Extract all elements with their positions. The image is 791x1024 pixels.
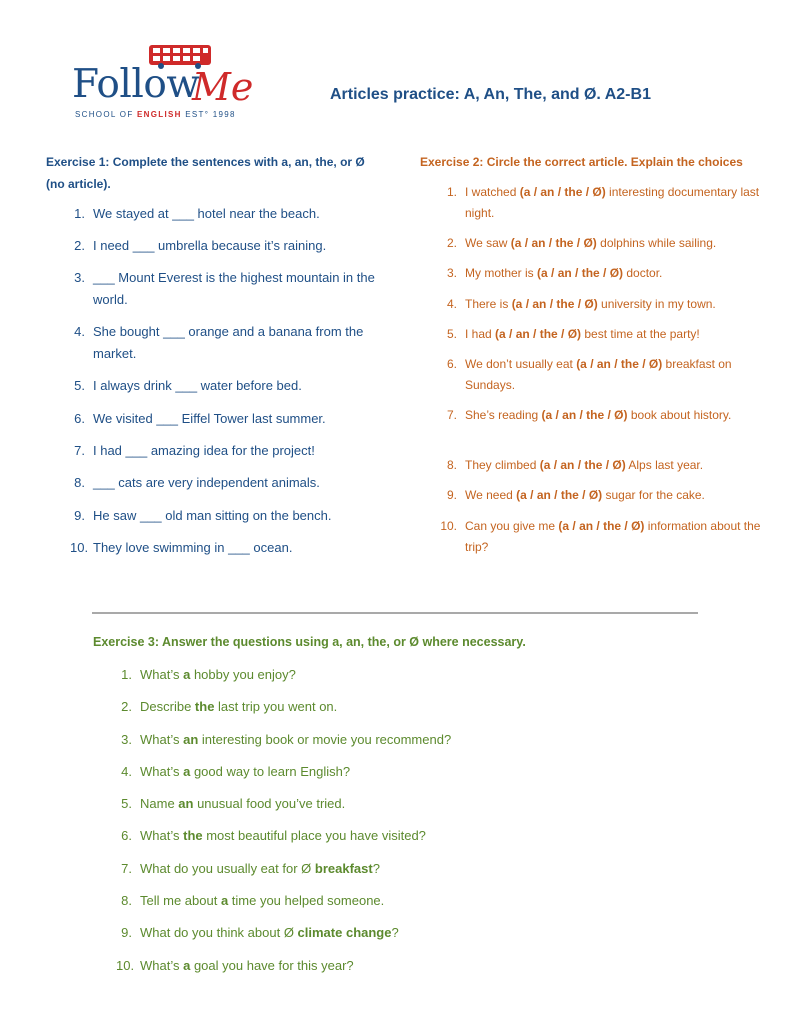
item-text-pre: Describe [140,699,195,715]
item-number: 9. [446,488,457,502]
item-number: 5. [446,327,457,341]
item-text-pre: There is [465,297,512,311]
item-text: We visited ___ Eiffel Tower last summer. [93,411,326,426]
item-number: 4. [446,297,457,311]
item-text-post: unusual food you’ve tried. [193,796,346,812]
item-number: 8. [74,475,85,490]
logo-tagline: SCHOOL OF ENGLISH EST° 1998 [75,110,236,119]
exercise-2-heading: Exercise 2: Circle the correct article. Explain the choices [420,155,743,169]
item-text-bold: a [183,957,191,973]
item-text-post: time you helped someone. [228,893,385,909]
item-text-pre: What do you think about Ø [140,925,298,941]
article-choice: (a / an / the / Ø) [576,357,663,371]
item-text-post: goal you have for this year? [190,957,354,973]
item-number: 6. [446,357,457,371]
item-text: I need ___ umbrella because it’s raining. [93,238,327,253]
item-text-post: interesting documentary last night. [465,185,760,220]
item-number: 3. [121,731,132,747]
item-number: 9. [74,508,85,523]
item-text-bold: an [178,796,194,812]
exercise-3-item [116,696,616,728]
item-text-post: most beautiful place you have visited? [202,828,426,844]
article-choice: (a / an / the / Ø) [495,327,582,341]
section-divider [92,612,698,614]
exercise-1-item [70,472,389,494]
exercise-2-item [440,294,775,315]
exercise-3-item [116,729,616,761]
page-title: Articles practice: A, An, The, and Ø. A2-B1 [330,86,651,103]
item-text-pre: I had [465,327,496,341]
item-number: 7. [446,408,457,422]
article-choice: (a / an / the / Ø) [539,458,626,472]
item-number: 4. [74,324,85,339]
logo-me-text: Me [192,65,254,109]
item-text-pre: What’s [140,828,184,844]
item-number: 1. [446,185,457,199]
article-choice: (a / an / the / Ø) [537,266,624,280]
item-number: 1. [121,667,132,682]
exercise-2-item [440,405,775,426]
item-number: 5. [121,796,132,812]
item-text-pre: My mother is [465,266,538,280]
exercise-3-heading: Exercise 3: Answer the questions using a, an, the, or Ø where necessary. [93,635,526,649]
item-text: I had ___ amazing idea for the project! [93,443,315,458]
exercise-3-item [116,825,616,857]
item-number: 6. [74,411,85,426]
exercise-3-item [116,922,616,954]
exercise-1-heading: Exercise 1: Complete the sentences with a, an, the, or Ø (no article). [46,155,365,191]
item-text-post: book about history. [627,408,732,422]
exercise-2-item [440,324,775,345]
exercise-1-item [70,375,389,397]
item-text: They love swimming in ___ ocean. [93,540,293,555]
exercise-3-item [116,955,616,987]
item-text-bold: the [183,828,203,844]
item-number: 1. [74,206,85,221]
exercise-1-item [70,537,389,559]
item-number: 10. [440,519,457,533]
school-logo [72,44,272,124]
item-text-pre: What’s [140,763,184,779]
logo-follow-text: Follow [72,62,200,107]
item-text-post: interesting book or movie you recommend? [198,731,452,747]
exercise-1-item [70,267,389,311]
exercise-3-list [116,664,616,987]
item-text-post: last trip you went on. [214,699,338,715]
item-text-pre: Can you give me [465,519,559,533]
item-number: 10. [116,957,135,973]
exercise-1-item [70,408,389,430]
item-text: ___ cats are very independent animals. [93,475,320,490]
exercise-2-item [440,354,775,396]
item-number: 5. [74,378,85,393]
exercise-1-item [70,235,389,257]
item-text: ___ Mount Everest is the highest mountain in the world. [93,270,375,307]
exercise-1-item [70,440,389,462]
item-text-pre: Tell me about [140,893,221,909]
article-choice: (a / an / the / Ø) [541,408,628,422]
item-text-post: sugar for the cake. [602,488,705,502]
item-number: 2. [121,699,132,715]
item-text: She bought ___ orange and a banana from the market. [93,324,364,361]
exercise-3-item [116,793,616,825]
item-number: 3. [74,270,85,285]
item-text-post: hobby you enjoy? [190,667,296,682]
exercise-3-item [116,858,616,890]
exercise-2-item [440,485,775,506]
item-text-bold: breakfast [314,860,373,876]
exercise-3-item [116,761,616,793]
exercise-3-item [116,664,616,696]
item-number: 7. [74,443,85,458]
item-text-pre: What’s [140,667,184,682]
item-number: 3. [446,266,457,280]
item-text-bold: a [183,763,191,779]
exercise-1-item [70,505,389,527]
exercise-1-item [70,321,389,365]
item-text-pre: I watched [465,185,520,199]
item-text-bold: an [183,731,199,747]
item-text-post: information about the trip? [465,519,761,554]
item-text-post: good way to learn English? [190,763,351,779]
item-text-pre: What do you usually eat for Ø [140,860,315,876]
item-number: 8. [446,458,457,472]
item-text-bold: climate change [297,925,392,941]
article-choice: (a / an / the / Ø) [511,297,598,311]
item-number: 8. [121,893,132,909]
item-text-pre: She’s reading [465,408,542,422]
item-text-post: best time at the party! [581,327,700,341]
item-number: 7. [121,860,132,876]
exercise-2-item [440,182,775,224]
item-text-post: breakfast on Sundays. [465,357,732,392]
item-text-pre: We don’t usually eat [465,357,577,371]
item-number: 9. [121,925,132,941]
exercise-2-item [440,455,775,476]
item-text-bold: a [183,667,191,682]
item-text-pre: What’s [140,731,184,747]
article-choice: (a / an / the / Ø) [516,488,603,502]
item-text: We stayed at ___ hotel near the beach. [93,206,320,221]
exercise-2-item [440,233,775,254]
exercise-1-item [70,203,389,225]
item-number: 10. [70,540,89,555]
exercise-2-item [440,263,775,284]
item-text: He saw ___ old man sitting on the bench. [93,508,332,523]
exercise-2-item [440,516,775,558]
item-text-pre: We saw [465,236,511,250]
item-text-post: university in my town. [597,297,716,311]
item-text-pre: They climbed [465,458,540,472]
item-text-post: doctor. [623,266,663,280]
item-text: I always drink ___ water before bed. [93,378,302,393]
item-number: 4. [121,763,132,779]
item-text-pre: What’s [140,957,184,973]
item-text-post: ? [372,860,380,876]
item-text-post: dolphins while sailing. [596,236,717,250]
article-choice: (a / an / the / Ø) [558,519,645,533]
item-number: 2. [74,238,85,253]
item-text-post: ? [391,925,399,941]
item-text-pre: We need [465,488,517,502]
item-number: 6. [121,828,132,844]
item-text-pre: Name [140,796,179,812]
item-number: 2. [446,236,457,250]
article-choice: (a / an / the / Ø) [519,185,606,199]
article-choice: (a / an / the / Ø) [510,236,597,250]
exercise-3-item [116,890,616,922]
item-text-post: Alps last year. [625,458,704,472]
item-text-bold: a [220,893,229,909]
item-text-bold: the [194,699,215,715]
